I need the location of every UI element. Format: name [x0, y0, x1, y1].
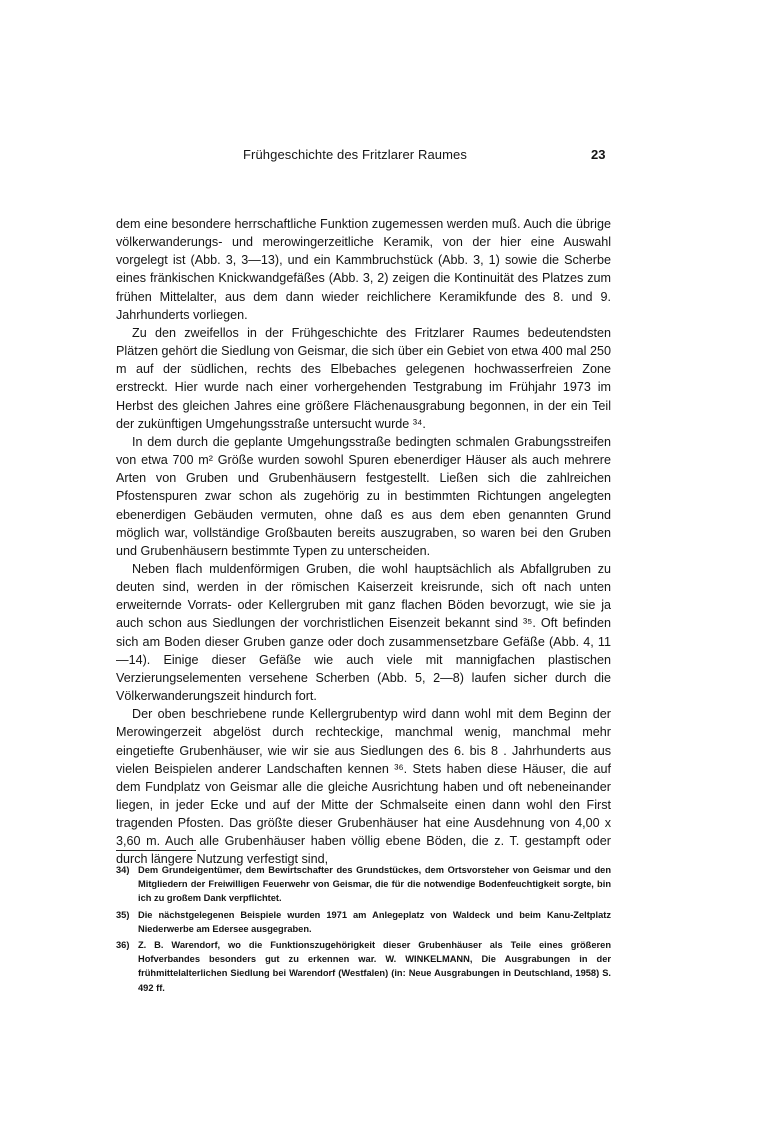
paragraph-3: In dem durch die geplante Umgehungsstraße bedingten schmalen Grabungsstreifen von etwa 700 m² Größe wurden sowohl Spuren ebenerdiger Häuser als auch mehrere Arten von Gruben und Grubenhäusern festgestellt. Ließen sich die zahlreichen Pfostenspuren zwar schon als zugehörig zu in bestimmten Richtungen angelegten ebenerdigen Gebäuden vermuten, ohne daß es aus dem eben genannten Grund möglich war, vollständige Großbauten bereits auszugraben, so waren bei den Gruben und Grubenhäusern bestimmte Typen zu unterscheiden.	[116, 434, 611, 558]
footnote-text: Z. B. Warendorf, wo die Funktionszugehörigkeit dieser Grubenhäuser als Teile eines größeren Hofverbandes besonders gut zu erkennen war. W. WINKELMANN, Die Ausgrabungen in der frühmittelalterlichen Siedlung bei Warendorf (Westfalen) (in: Neue Ausgrabungen in Deutschland, 1958) S. 492 ff.	[138, 940, 611, 993]
paragraph-1: dem eine besondere herrschaftliche Funktion zugemessen werden muß. Auch die übrige völkerwanderungs- und merowingerzeitliche Keramik, von der hier eine Auswahl vorgelegt ist (Abb. 3, 3—13), und ein Kammbruchstück (Abb. 3, 1) sowie die Scherbe eines fränkischen Knickwandgefäßes (Abb. 3, 2) zeigen die Kontinuität des Platzes zum frühen Mittelalter, aus dem dann wieder reichlichere Keramikfunde des 8. und 9. Jahrhunderts vorliegen.	[116, 217, 611, 322]
running-head-title: Frühgeschichte des Fritzlarer Raumes	[243, 147, 467, 162]
footnote-number: 35)	[116, 909, 130, 920]
page-number: 23	[591, 147, 606, 162]
paragraph-5: Der oben beschriebene runde Kellergrubentyp wird dann wohl mit dem Beginn der Merowingerzeit abgelöst durch rechteckige, manchmal wenig, manchmal mehr eingetiefte Grubenhäuser, wie wir sie aus Siedlungen des 6. bis 8 . Jahrhunderts aus vielen Beispielen anderer Landschaften kennen ³⁶. Stets haben diese Häuser, die auf dem Fundplatz von Geismar alle die gleiche Ausrichtung haben und oft nebeneinander liegen, in jeder Ecke und auf der Mitte der Schmalseite einen dann wohl den First tragenden Pfosten. Das größte dieser Grubenhäuser hat eine Ausdehnung von 4,00 x 3,60 m. Auch alle Grubenhäuser haben völlig ebene Böden, die z. T. gestampft oder durch längere Nutzung verfestigt sind,	[116, 707, 611, 867]
footnote-35	[116, 908, 611, 936]
footnote-divider	[116, 850, 196, 851]
body-text	[116, 215, 611, 869]
paragraph-2: Zu den zweifellos in der Frühgeschichte des Fritzlarer Raumes bedeutendsten Plätzen gehört die Siedlung von Geismar, die sich über ein Gebiet von etwa 400 mal 250 m auf der südlichen, rechts des Elbebaches gelegenen hochwasserfreien Zone erstreckt. Hier wurde nach einer vorhergehenden Testgrabung im Frühjahr 1973 im Herbst des gleichen Jahres eine größere Flächenausgrabung begonnen, in der ein Teil der zukünftigen Umgehungsstraße untersucht wurde ³⁴.	[116, 325, 611, 431]
footnote-36	[116, 938, 611, 995]
footnote-34	[116, 863, 611, 906]
footnote-text: Die nächstgelegenen Beispiele wurden 1971 am Anlegeplatz von Waldeck und beim Kanu-Zeltplatz Niederwerbe am Edersee ausgegraben.	[138, 909, 611, 934]
paragraph-4: Neben flach muldenförmigen Gruben, die wohl hauptsächlich als Abfallgruben zu deuten sind, werden in der römischen Kaiserzeit kreisrunde, sich oft nach unten erweiternde Vorrats- oder Kellergruben mit ganz flachen Böden bevorzugt, wie sie ja auch schon aus Siedlungen der vorchristlichen Eisenzeit bekannt sind ³⁵. Oft befinden sich am Boden dieser Gruben ganze oder doch zusammensetzbare Gefäße (Abb. 4, 11—14). Einige dieser Gefäße wie auch viele mit mannigfachen plastischen Verzierungselementen versehene Scherben (Abb. 5, 2—8) laufen sicher durch die Völkerwanderungszeit hindurch fort.	[116, 561, 611, 704]
footnotes	[116, 863, 611, 997]
footnote-number: 36)	[116, 940, 130, 951]
footnote-number: 34)	[116, 865, 130, 875]
footnote-text: Dem Grundeigentümer, dem Bewirtschafter des Grundstückes, dem Ortsvorsteher von Geismar und den Mitgliedern der Freiwilligen Feuerwehr von Geismar, die für die notwendige Bodenfeuchtigkeit sorgte, bin ich zu großem Dank verpflichtet.	[138, 865, 611, 904]
